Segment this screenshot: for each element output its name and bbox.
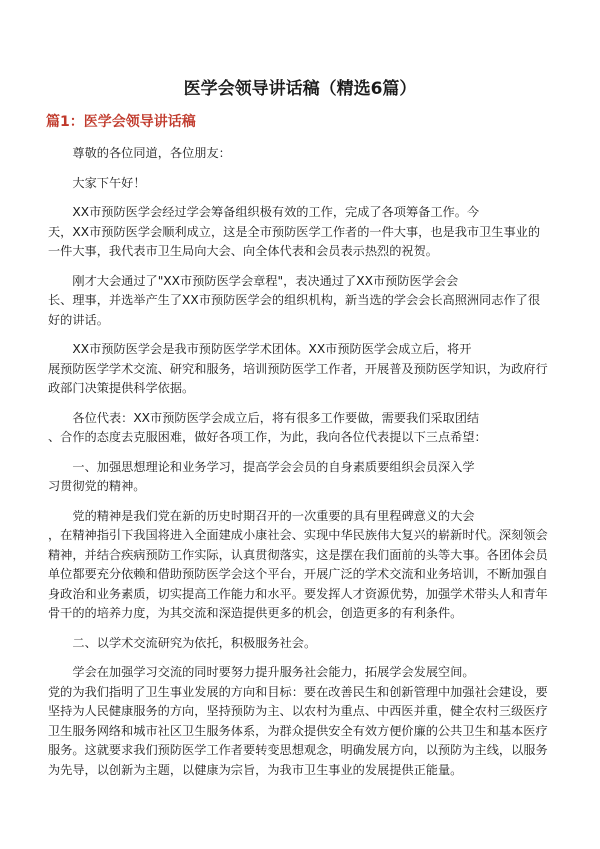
paragraph-point-two: 二、以学术交流研究为依托，积极服务社会。 [72, 635, 317, 650]
paragraph-hopes: 各位代表：XX市预防医学会成立后，将有很多工作要做，需要我们采取团结 、合作的态度去克服困难，做好各项工作，为此，我向各位代表提以下三点希望： [48, 410, 487, 444]
paragraph-salutation: 大家下午好！ [72, 175, 146, 190]
document-title: 医学会领导讲话稿（精选6篇） [183, 79, 417, 99]
paragraph-purpose: XX市预防医学会是我市预防医学学术团体。XX市预防医学会成立后，将开 展预防医学学术交流、研究和服务，培训预防医学工作者，开展普及预防医学知识，为政府行政部门决策提供科学依据。 [48, 342, 548, 395]
paragraph-point-one: 一、加强思想理论和业务学习，提高学会会员的自身素质要组织会员深入学 习贯彻党的精神。 [48, 459, 475, 493]
paragraph-founding: XX市预防医学会经过学会筹备组织极有效的工作，完成了各项筹备工作。今 天，XX市预防医学会顺利成立，这是全市预防医学工作者的一件大事，也是我市卫生事业的一件大事，我代表市卫生局向大会、向全体代表和会员表示热烈的祝贺。 [48, 205, 541, 258]
paragraph-service: 学会在加强学习交流的同时要努力提升服务社会能力，拓展学会发展空间。 党的为我们指明了卫生事业发展的方向和目标：要在改善民生和创新管理中加强社会建设，要坚持为人民健康服务的方向，坚持预防为主、以农村为重点、中西医并重，健全农村三级医疗卫生服务网络和城市社区卫生服务体系，为群众提供安全有效方便价廉的公共卫生和基本医疗服务。这就要求我们预防医学工作者要转变思想观念，明确发展方向，以预防为主线，以服务为先导，以创新为主题，以健康为宗旨，为我市卫生事业的发展提供正能量。 [48, 665, 548, 777]
paragraph-charter: 刚才大会通过了"XX市预防医学会章程"，表决通过了XX市预防医学会会 长、理事，并选举产生了XX市预防医学会的组织机构，新当选的学会会长高照洲同志作了很好的讲话。 [48, 273, 541, 327]
section-title: 篇1：医学会领导讲话稿 [46, 114, 196, 130]
paragraph-greeting: 尊敬的各位同道，各位朋友： [72, 146, 231, 160]
paragraph-party-spirit: 党的精神是我们党在新的历史时期召开的一次重要的具有里程碑意义的大会 ，在精神指引下我国将进入全面建成小康社会、实现中华民族伟大复兴的崭新时代。深刻领会精神，并结合疾病预防工作实际，认真贯彻落实，这是摆在我们面前的头等大事。各团体会员单位都要充分依赖和借助预防医学会这个平台，开展广泛的学术交流和业务培训，不断加强自身政治和业务素质，切实提高工作能力和水平。要发挥人才资源优势，加强学术带头人和青年骨干的的培养力度，为其交流和深造提供更多的机会，创造更多的有利条件。 [48, 508, 548, 620]
